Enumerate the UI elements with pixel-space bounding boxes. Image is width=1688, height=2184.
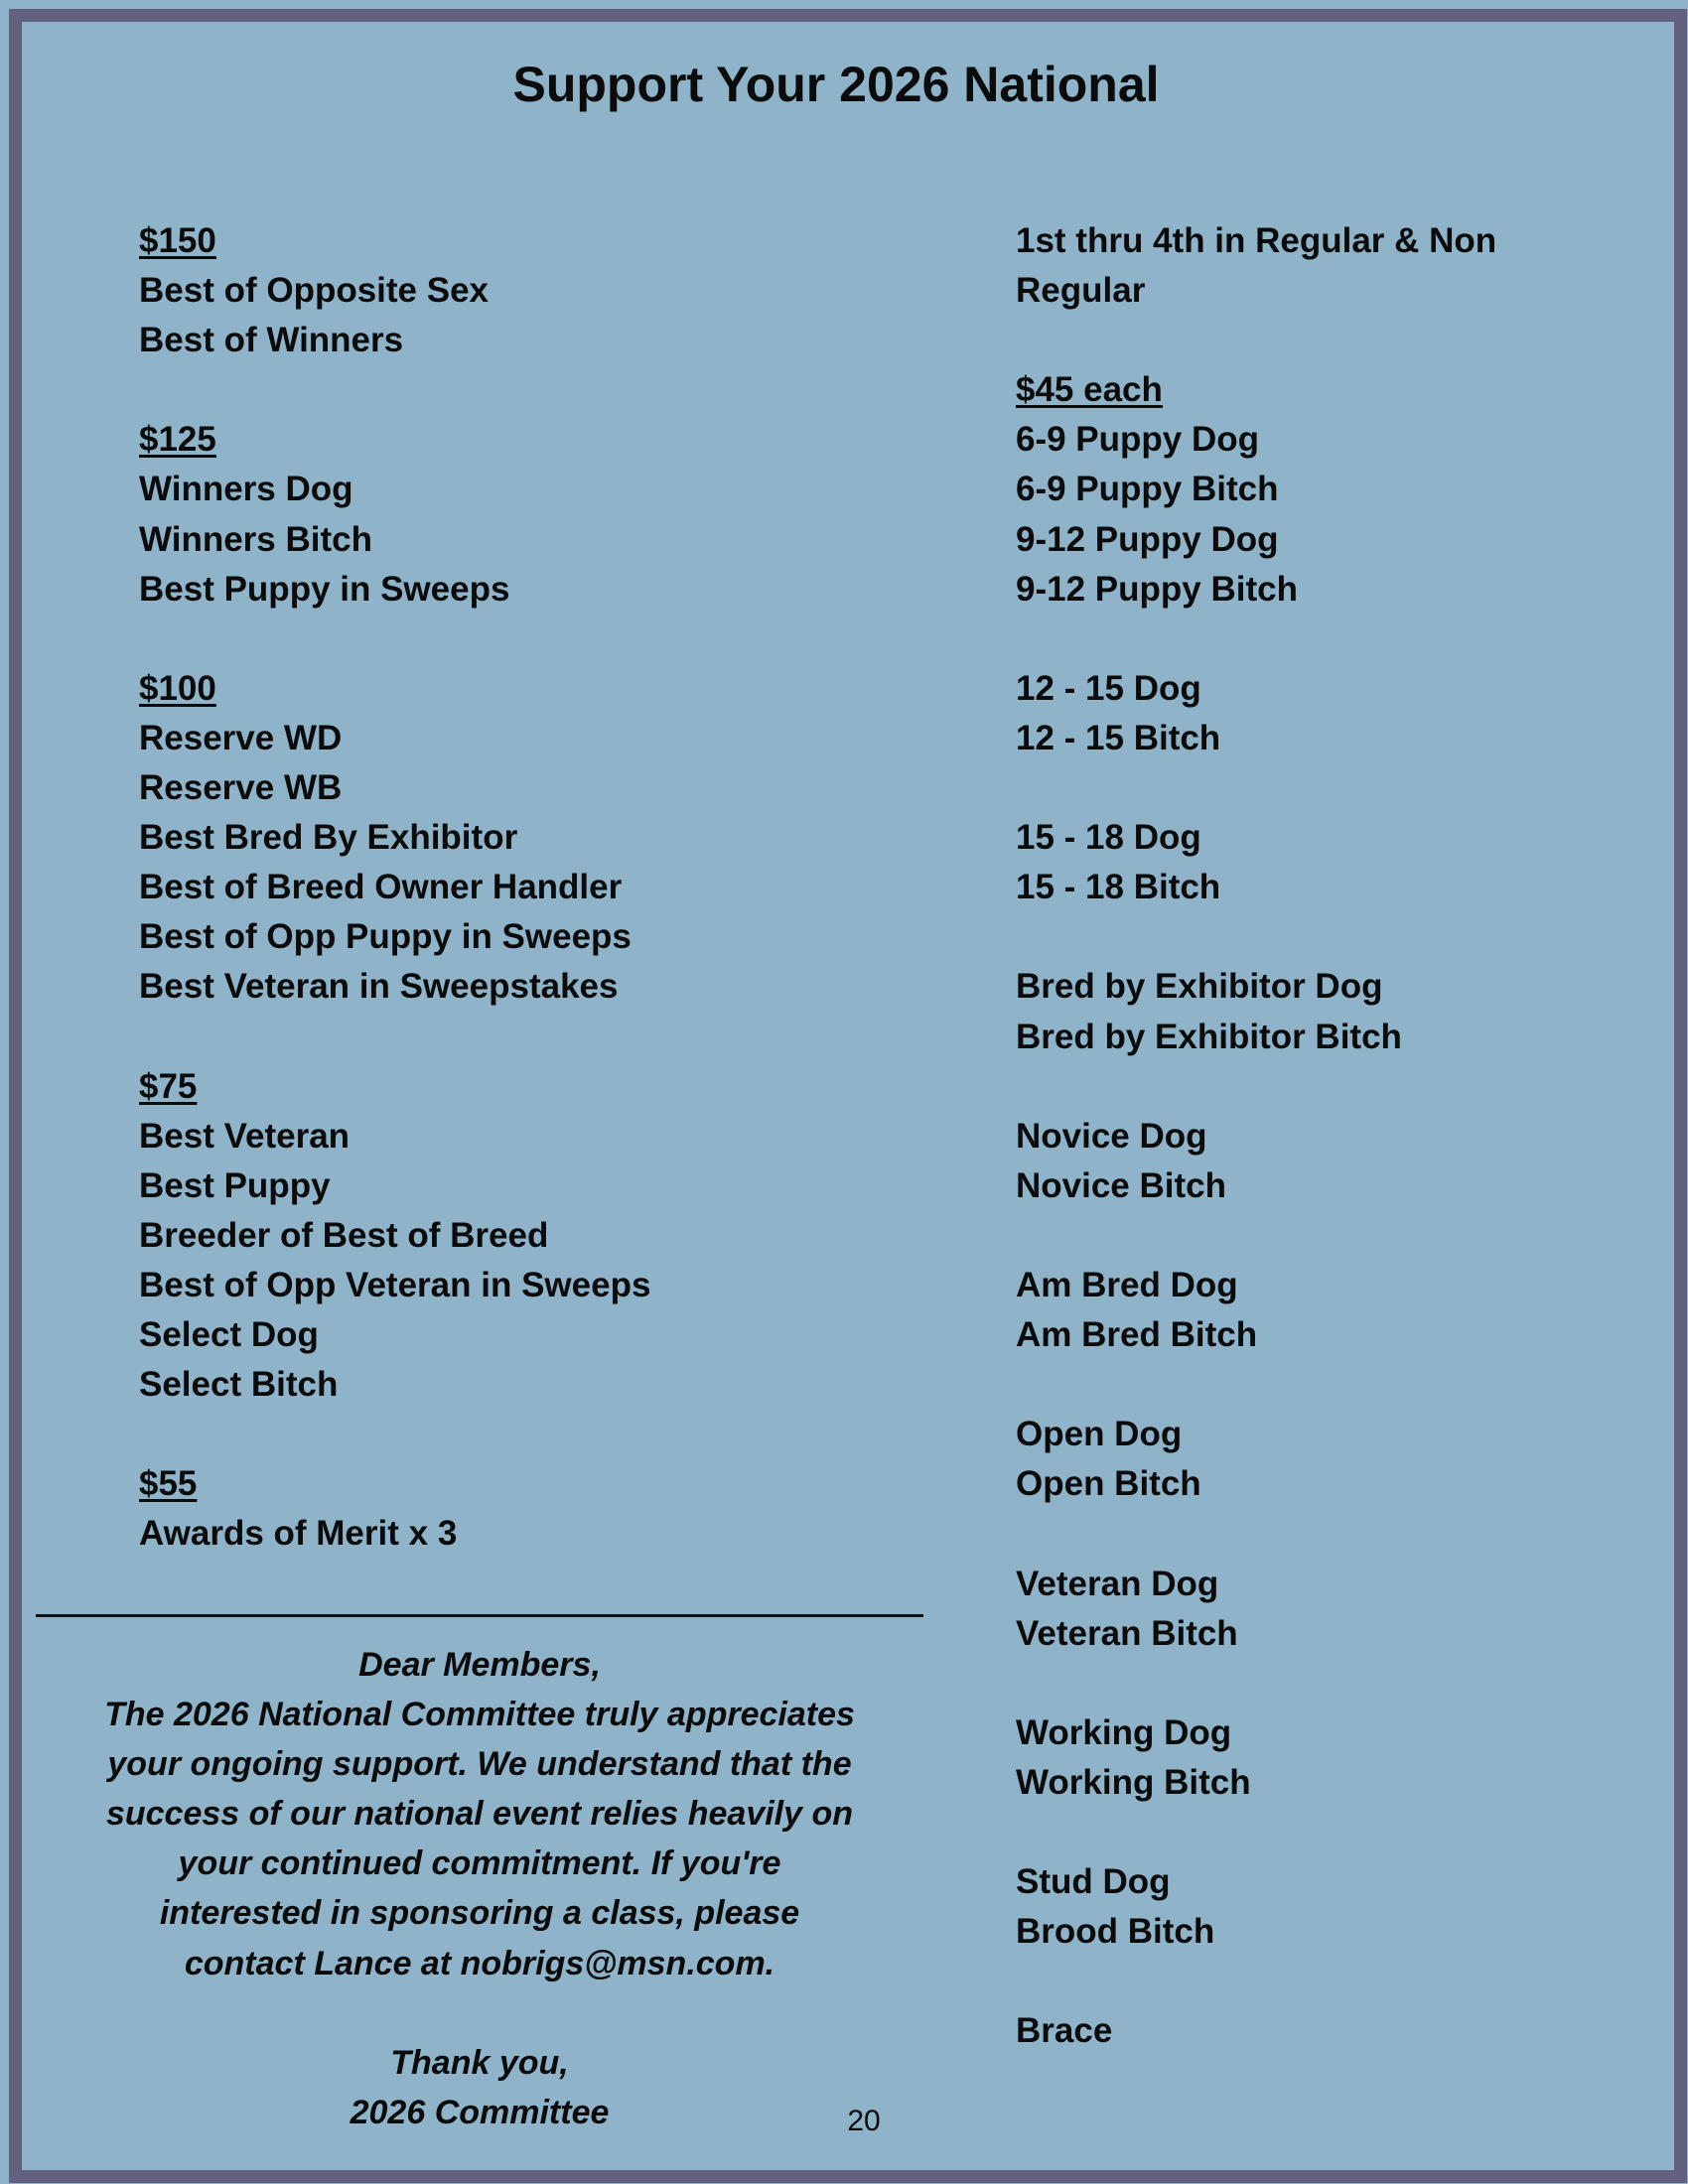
award-item: Best of Opp Veteran in Sweeps — [139, 1265, 651, 1304]
spacer — [1016, 316, 1496, 365]
page-title: Support Your 2026 National — [512, 57, 1160, 112]
letter-line: Dear Members, — [358, 1646, 601, 1684]
award-item: Bred by Exhibitor Dog — [1016, 967, 1383, 1007]
letter-line: your ongoing support. We understand that the — [107, 1745, 852, 1784]
award-item: Best Bred By Exhibitor — [139, 818, 518, 858]
award-item: Novice Dog — [1016, 1116, 1207, 1156]
spacer — [139, 614, 650, 664]
letter-line: interested in sponsoring a class, please — [159, 1894, 800, 1933]
award-item: Working Dog — [1016, 1712, 1232, 1752]
spacer — [1016, 614, 1496, 664]
spacer — [1016, 1509, 1496, 1559]
spacer — [139, 365, 650, 415]
award-item: 12 - 15 Bitch — [1016, 718, 1221, 757]
spacer — [1016, 763, 1496, 813]
award-item: 15 - 18 Bitch — [1016, 868, 1221, 907]
award-item: Best of Breed Owner Handler — [139, 868, 623, 907]
class-sponsorship-column — [1016, 216, 1496, 2056]
price-heading: $55 — [139, 1464, 198, 1504]
price-heading: $100 — [139, 668, 216, 708]
spacer — [1016, 1211, 1496, 1261]
letter-line: your continued commitment. If you're — [178, 1844, 781, 1883]
award-item: Brace — [1016, 2011, 1113, 2051]
award-item: Awards of Merit x 3 — [139, 1514, 458, 1554]
award-item: 6-9 Puppy Dog — [1016, 420, 1260, 460]
award-item: Novice Bitch — [1016, 1165, 1226, 1205]
price-heading: $75 — [139, 1066, 198, 1106]
spacer — [1016, 1957, 1496, 2006]
award-item: Am Bred Bitch — [1016, 1315, 1258, 1355]
letter-line: success of our national event relies heavily on — [105, 1795, 854, 1834]
award-item: Best Puppy — [139, 1165, 331, 1205]
price-heading: $150 — [139, 221, 216, 260]
spacer — [1016, 1062, 1496, 1112]
award-item: Stud Dog — [1016, 1862, 1171, 1902]
spacer — [36, 1988, 923, 2038]
award-item: Regular — [1016, 271, 1146, 311]
award-item: Brood Bitch — [1016, 1912, 1215, 1952]
award-item: Am Bred Dog — [1016, 1265, 1238, 1304]
divider — [36, 1614, 923, 1617]
award-item: Winners Dog — [139, 470, 353, 509]
award-item: 6-9 Puppy Bitch — [1016, 470, 1279, 509]
award-item: Veteran Bitch — [1016, 1613, 1238, 1653]
award-item: 1st thru 4th in Regular & Non — [1016, 221, 1497, 260]
award-item: 15 - 18 Dog — [1016, 818, 1201, 858]
award-item: Bred by Exhibitor Bitch — [1016, 1017, 1402, 1056]
price-heading: $125 — [139, 420, 216, 460]
award-item: Winners Bitch — [139, 519, 372, 559]
award-item: 9-12 Puppy Dog — [1016, 519, 1279, 559]
spacer — [1016, 912, 1496, 962]
award-item: Breeder of Best of Breed — [139, 1215, 549, 1255]
sponsorship-levels-column — [139, 216, 650, 1560]
award-item: Best of Winners — [139, 321, 404, 360]
letter-line: 2026 Committee — [350, 2093, 610, 2131]
award-item: Working Bitch — [1016, 1762, 1251, 1802]
award-item: Best Puppy in Sweeps — [139, 569, 510, 609]
spacer — [1016, 1659, 1496, 1708]
spacer — [1016, 1360, 1496, 1410]
page-number: 20 — [847, 2105, 881, 2137]
award-item: Open Bitch — [1016, 1464, 1201, 1504]
award-item: Best of Opp Puppy in Sweeps — [139, 917, 632, 957]
spacer — [1016, 1808, 1496, 1857]
award-item: Select Dog — [139, 1315, 319, 1355]
award-item: Veteran Dog — [1016, 1564, 1219, 1603]
award-item: Reserve WD — [139, 718, 343, 757]
letter-line: The 2026 National Committee truly appreciates — [104, 1696, 855, 1734]
award-item: 9-12 Puppy Bitch — [1016, 569, 1298, 609]
award-item: Open Dog — [1016, 1415, 1183, 1454]
award-item: Best Veteran in Sweepstakes — [139, 967, 619, 1007]
award-item: Best of Opposite Sex — [139, 271, 490, 311]
letter-line: Thank you, — [390, 2043, 569, 2082]
member-letter — [36, 1640, 923, 2137]
letter-line: contact Lance at nobrigs@msn.com. — [184, 1944, 775, 1982]
spacer — [139, 1410, 650, 1459]
price-heading: $45 each — [1016, 370, 1163, 410]
spacer — [139, 1013, 650, 1062]
award-item: 12 - 15 Dog — [1016, 668, 1201, 708]
award-item: Select Bitch — [139, 1365, 339, 1405]
award-item: Best Veteran — [139, 1116, 351, 1156]
award-item: Reserve WB — [139, 768, 343, 808]
